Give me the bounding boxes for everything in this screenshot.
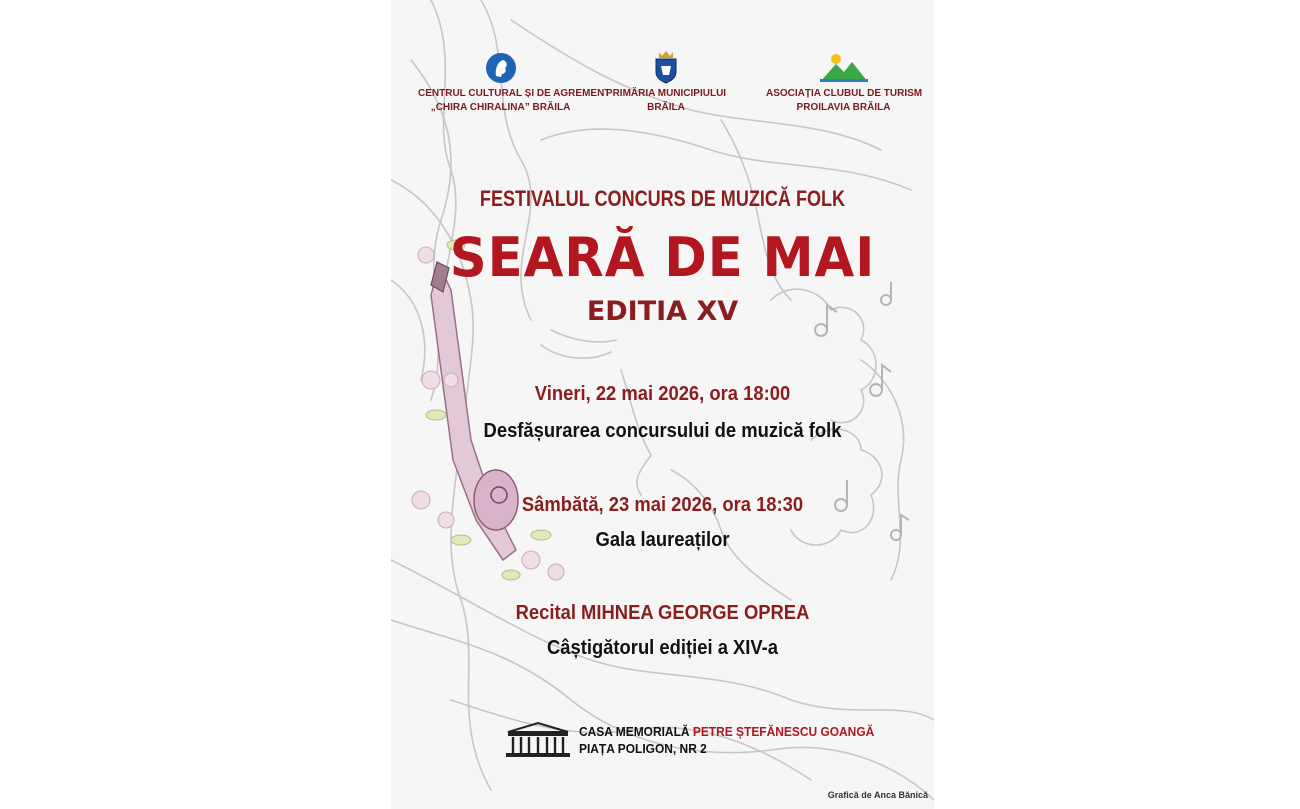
venue-block xyxy=(579,723,874,757)
graphics-credit: Grafică de Anca Bănică xyxy=(827,790,928,800)
logo-tourism-club xyxy=(766,52,921,115)
logo-city-hall xyxy=(601,50,731,115)
event-description-1: Desfășurarea concursului de muzică folk xyxy=(483,420,842,442)
festival-subtitle: FESTIVALUL CONCURS DE MUZICĂ FOLK xyxy=(479,186,846,211)
venue-address: PIAȚA POLIGON, NR 2 xyxy=(579,741,707,756)
edition-label: EDITIA XV xyxy=(586,296,739,327)
venue-name: PETRE ȘTEFĂNESCU GOANGĂ xyxy=(692,724,875,739)
city-coat-of-arms-icon xyxy=(653,50,679,84)
event-date-1: Vineri, 22 mai 2026, ora 18:00 xyxy=(534,383,791,405)
event-description-2: Gala laureaților xyxy=(595,529,730,551)
venue-prefix: CASA MEMORIALĂ xyxy=(579,724,690,739)
logo-cultural-center xyxy=(418,52,611,115)
cultural-center-line1: CENTRUL CULTURAL ȘI DE AGREMENT xyxy=(418,88,611,99)
city-hall-line1: PRIMĂRIA MUNICIPIULUI xyxy=(605,88,727,99)
tourism-club-line2: PROILAVIA BRĂILA xyxy=(796,102,891,113)
cultural-center-emblem-icon xyxy=(485,52,517,84)
tourism-club-mountain-icon xyxy=(818,52,870,84)
page-title: SEARĂ DE MAI xyxy=(449,226,876,289)
recital-heading: Recital MIHNEA GEORGE OPREA xyxy=(515,602,810,624)
memorial-house-icon xyxy=(504,720,572,758)
city-hall-line2: BRĂILA xyxy=(647,102,685,113)
event-date-2: Sâmbătă, 23 mai 2026, ora 18:30 xyxy=(521,494,804,516)
event-poster xyxy=(391,0,934,809)
cultural-center-line2: „CHIRA CHIRALINA” BRĂILA xyxy=(430,102,571,113)
recital-description: Câștigătorul ediției a XIV-a xyxy=(546,637,779,659)
tourism-club-line1: ASOCIAȚIA CLUBUL DE TURISM xyxy=(766,88,923,99)
